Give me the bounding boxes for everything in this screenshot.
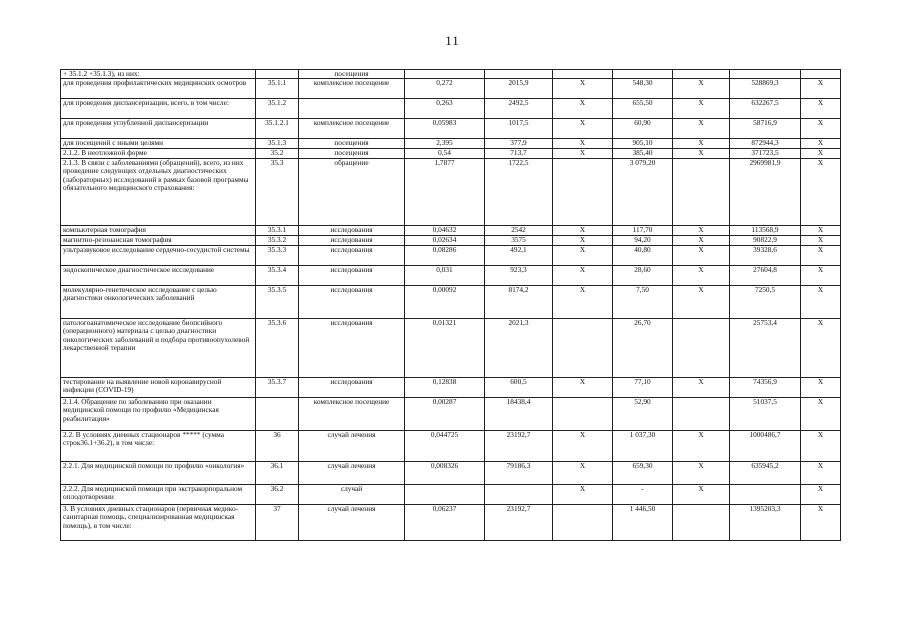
cell-c10: X — [801, 226, 841, 236]
cell-unit: посещения — [299, 149, 405, 159]
cell-code: 35.3 — [256, 159, 299, 226]
cell-c8: X — [673, 286, 730, 319]
table-row — [61, 378, 841, 398]
cell-c8 — [673, 505, 730, 541]
cell-c6: X — [553, 149, 613, 159]
table-row — [61, 485, 841, 505]
cell-name: эндоскопическое диагностическое исследование — [61, 266, 256, 286]
cell-name: для проведения диспансеризации, всего, в том числе: — [61, 99, 256, 119]
cell-c7: 1 037,30 — [613, 431, 673, 462]
table-row — [61, 226, 841, 236]
cell-c7: 659,30 — [613, 462, 673, 485]
table-row — [61, 266, 841, 286]
cell-c6: X — [553, 99, 613, 119]
cell-norm: 0,263 — [405, 99, 485, 119]
cell-c7: - — [613, 485, 673, 505]
cell-norm: 0,04632 — [405, 226, 485, 236]
cell-norm: 0,02634 — [405, 236, 485, 246]
cell-cost: 377,9 — [485, 139, 553, 149]
cell-code: 35.3.7 — [256, 378, 299, 398]
cell-norm: 0,01321 — [405, 319, 485, 378]
table-row — [61, 286, 841, 319]
cell-unit: комплексное посещение — [299, 398, 405, 431]
cell-name: для посещений с иными целями — [61, 139, 256, 149]
cell-name: ультразвуковое исследование сердечно-сосудистой системы — [61, 246, 256, 266]
table-row — [61, 99, 841, 119]
cell-c10: X — [801, 149, 841, 159]
cell-c9: 74356,9 — [730, 378, 801, 398]
cell-name: 2.1.3. В связи с заболеваниями (обращений), всего, из них проведение следующих отдельных диагностических (лабораторных) исследований в рамках базовой программы обязательного медицинского страхования: — [61, 159, 256, 226]
table-row — [61, 319, 841, 378]
cell-c6: X — [553, 378, 613, 398]
cell-c9: 635945,2 — [730, 462, 801, 485]
cell-c8: X — [673, 485, 730, 505]
cell-c7: 77,10 — [613, 378, 673, 398]
cell-norm: 0,08286 — [405, 246, 485, 266]
cell-c10: X — [801, 159, 841, 226]
cell-cost: 23192,7 — [485, 431, 553, 462]
cell-c9: 632267,5 — [730, 99, 801, 119]
cell-norm: 0,54 — [405, 149, 485, 159]
cell-c7 — [613, 70, 673, 79]
cell-norm: 0,00287 — [405, 398, 485, 431]
cell-c7: 655,50 — [613, 99, 673, 119]
cell-code: 35.1.3 — [256, 139, 299, 149]
cell-norm: 0,272 — [405, 79, 485, 99]
cell-c6 — [553, 505, 613, 541]
cell-cost — [485, 485, 553, 505]
cell-norm: 0,00092 — [405, 286, 485, 319]
cell-c9: 872944,3 — [730, 139, 801, 149]
cell-cost: 1722,5 — [485, 159, 553, 226]
cell-c6 — [553, 319, 613, 378]
cell-c9: 371723,5 — [730, 149, 801, 159]
cell-cost: 2492,5 — [485, 99, 553, 119]
cell-name: магнитно-резонансная томография — [61, 236, 256, 246]
cell-name: тестирование на выявление новой коронавирусной инфекции (COVID-19) — [61, 378, 256, 398]
cell-c9: 1395203,3 — [730, 505, 801, 541]
cell-norm — [405, 70, 485, 79]
cell-c7: 385,40 — [613, 149, 673, 159]
cell-unit: посещения — [299, 70, 405, 79]
cell-c6: X — [553, 139, 613, 149]
cell-norm: 0,06237 — [405, 505, 485, 541]
table-row — [61, 246, 841, 266]
cell-c8: X — [673, 246, 730, 266]
cell-c10: X — [801, 431, 841, 462]
cell-c10: X — [801, 266, 841, 286]
cell-c10: X — [801, 79, 841, 99]
table-row — [61, 70, 841, 79]
cell-cost: 18438,4 — [485, 398, 553, 431]
cell-norm: 0,031 — [405, 266, 485, 286]
cell-name: 2.2.2. Для медицинской помощи при экстракорпоральном оплодотворении — [61, 485, 256, 505]
cell-unit: обращение — [299, 159, 405, 226]
cell-cost: 8174,2 — [485, 286, 553, 319]
cell-norm: 0,05983 — [405, 119, 485, 139]
financing-table — [60, 69, 841, 541]
cell-code: 35.3.1 — [256, 226, 299, 236]
cell-c10: X — [801, 139, 841, 149]
cell-name: компьютерная томография — [61, 226, 256, 236]
cell-c10: X — [801, 246, 841, 266]
cell-c9: 90822,9 — [730, 236, 801, 246]
cell-c9: 7250,5 — [730, 286, 801, 319]
cell-unit: исследования — [299, 236, 405, 246]
cell-code: 36 — [256, 431, 299, 462]
cell-c10: X — [801, 485, 841, 505]
cell-c7: 60,90 — [613, 119, 673, 139]
cell-unit: исследования — [299, 246, 405, 266]
cell-cost: 713,7 — [485, 149, 553, 159]
cell-c7: 28,60 — [613, 266, 673, 286]
cell-norm: 1,7877 — [405, 159, 485, 226]
cell-unit: исследования — [299, 266, 405, 286]
cell-c8 — [673, 398, 730, 431]
cell-c8: X — [673, 139, 730, 149]
cell-unit: случай лечения — [299, 431, 405, 462]
cell-c7: 7,50 — [613, 286, 673, 319]
cell-c10: X — [801, 505, 841, 541]
cell-c8: X — [673, 149, 730, 159]
cell-c7: 548,30 — [613, 79, 673, 99]
cell-cost: 1017,5 — [485, 119, 553, 139]
page-number: 11 — [445, 33, 460, 48]
cell-cost: 2542 — [485, 226, 553, 236]
table-row — [61, 462, 841, 485]
cell-c6: X — [553, 462, 613, 485]
cell-unit: исследования — [299, 226, 405, 236]
cell-cost — [485, 70, 553, 79]
cell-c7: 3 079,20 — [613, 159, 673, 226]
cell-c10 — [801, 70, 841, 79]
cell-c6: X — [553, 79, 613, 99]
cell-code: 35.3.2 — [256, 236, 299, 246]
cell-unit: случай лечения — [299, 462, 405, 485]
cell-c10: X — [801, 236, 841, 246]
cell-unit — [299, 99, 405, 119]
cell-c10: X — [801, 462, 841, 485]
cell-unit: исследования — [299, 286, 405, 319]
cell-unit: комплексное посещение — [299, 119, 405, 139]
cell-c7: 94,20 — [613, 236, 673, 246]
table-row — [61, 139, 841, 149]
cell-c8 — [673, 159, 730, 226]
cell-cost: 923,3 — [485, 266, 553, 286]
cell-c10: X — [801, 319, 841, 378]
cell-c6 — [553, 159, 613, 226]
cell-code: 35.2 — [256, 149, 299, 159]
table-row — [61, 431, 841, 462]
cell-c9: 113568,9 — [730, 226, 801, 236]
cell-c8: X — [673, 462, 730, 485]
cell-c9: 528869,3 — [730, 79, 801, 99]
cell-c6: X — [553, 266, 613, 286]
cell-c8: X — [673, 431, 730, 462]
cell-c8: X — [673, 99, 730, 119]
cell-name: 3. В условиях дневных стационаров (первичная медико- санитарная помощь, специализированная медицинская помощь), в том числе: — [61, 505, 256, 541]
cell-c8: X — [673, 236, 730, 246]
cell-norm: 2,395 — [405, 139, 485, 149]
cell-code: 36.1 — [256, 462, 299, 485]
cell-code: 37 — [256, 505, 299, 541]
cell-unit: исследования — [299, 378, 405, 398]
cell-c6 — [553, 70, 613, 79]
cell-c9: 58716,9 — [730, 119, 801, 139]
cell-c6: X — [553, 246, 613, 266]
cell-code — [256, 398, 299, 431]
cell-norm: 0,044725 — [405, 431, 485, 462]
cell-unit: исследования — [299, 319, 405, 378]
cell-cost: 3575 — [485, 236, 553, 246]
cell-code: 35.3.3 — [256, 246, 299, 266]
cell-c7: 52,90 — [613, 398, 673, 431]
cell-norm: 0,12838 — [405, 378, 485, 398]
cell-c10: X — [801, 286, 841, 319]
cell-code: 35.3.5 — [256, 286, 299, 319]
cell-c10: X — [801, 99, 841, 119]
cell-c8: X — [673, 226, 730, 236]
cell-c6: X — [553, 286, 613, 319]
table-row — [61, 505, 841, 541]
cell-c9: 27604,8 — [730, 266, 801, 286]
cell-c9: 39328,6 — [730, 246, 801, 266]
cell-c7: 1 446,50 — [613, 505, 673, 541]
cell-unit: посещения — [299, 139, 405, 149]
cell-c9: 2969981,9 — [730, 159, 801, 226]
cell-c10: X — [801, 378, 841, 398]
cell-c6: X — [553, 485, 613, 505]
cell-name: 2.2.1. Для медицинской помощи по профилю «онкология» — [61, 462, 256, 485]
cell-c7: 40,80 — [613, 246, 673, 266]
cell-name: молекулярно-генетическое исследование с целью диагностики онкологических заболеваний — [61, 286, 256, 319]
cell-code: 35.1.2.1 — [256, 119, 299, 139]
cell-cost: 79186,3 — [485, 462, 553, 485]
table-row — [61, 236, 841, 246]
cell-unit: случай — [299, 485, 405, 505]
cell-c8 — [673, 70, 730, 79]
cell-c6: X — [553, 119, 613, 139]
cell-norm — [405, 485, 485, 505]
cell-name: + 35.1.2 +35.1.3), из них: — [61, 70, 256, 79]
cell-c6: X — [553, 226, 613, 236]
cell-cost: 600,5 — [485, 378, 553, 398]
cell-name: 2.2. В условиях дневных стационаров ***** (сумма строк36.1+36.2), в том числе: — [61, 431, 256, 462]
cell-c7: 26,70 — [613, 319, 673, 378]
cell-c8: X — [673, 266, 730, 286]
cell-name: для проведения профилактических медицинских осмотров — [61, 79, 256, 99]
cell-c6 — [553, 398, 613, 431]
cell-unit: комплексное посещение — [299, 79, 405, 99]
cell-c9: 1000486,7 — [730, 431, 801, 462]
table-row — [61, 398, 841, 431]
cell-name: 2.1.2. В неотложной форме — [61, 149, 256, 159]
table-row — [61, 149, 841, 159]
cell-c9 — [730, 485, 801, 505]
cell-cost: 23192,7 — [485, 505, 553, 541]
cell-c7: 117,70 — [613, 226, 673, 236]
cell-code: 35.1.1 — [256, 79, 299, 99]
cell-c9: 25753,4 — [730, 319, 801, 378]
cell-name: патологоанатомическое исследование биопсийного (операционного) материала с целью диагностики онкологических заболеваний и подбора противоопухолевой лекарственной терапии — [61, 319, 256, 378]
cell-c9: 51037,5 — [730, 398, 801, 431]
table-row — [61, 119, 841, 139]
cell-c8: X — [673, 119, 730, 139]
cell-c8 — [673, 319, 730, 378]
cell-c7: 905,10 — [613, 139, 673, 149]
cell-name: 2.1.4. Обращение по заболеванию при оказании медицинской помощи по профилю «Медицинская реабилитация» — [61, 398, 256, 431]
cell-name: для проведения углубленной диспансеризации — [61, 119, 256, 139]
cell-code: 36.2 — [256, 485, 299, 505]
cell-c8: X — [673, 79, 730, 99]
cell-code: 35.1.2 — [256, 99, 299, 119]
table-row — [61, 79, 841, 99]
cell-code: 35.3.4 — [256, 266, 299, 286]
cell-c6: X — [553, 236, 613, 246]
cell-code — [256, 70, 299, 79]
cell-cost: 2021,3 — [485, 319, 553, 378]
table-row — [61, 159, 841, 226]
cell-c9 — [730, 70, 801, 79]
cell-c10: X — [801, 119, 841, 139]
cell-unit: случай лечения — [299, 505, 405, 541]
cell-cost: 492,1 — [485, 246, 553, 266]
cell-c10: X — [801, 398, 841, 431]
cell-c8: X — [673, 378, 730, 398]
cell-code: 35.3.6 — [256, 319, 299, 378]
cell-norm: 0,008326 — [405, 462, 485, 485]
cell-c6: X — [553, 431, 613, 462]
cell-cost: 2015,9 — [485, 79, 553, 99]
